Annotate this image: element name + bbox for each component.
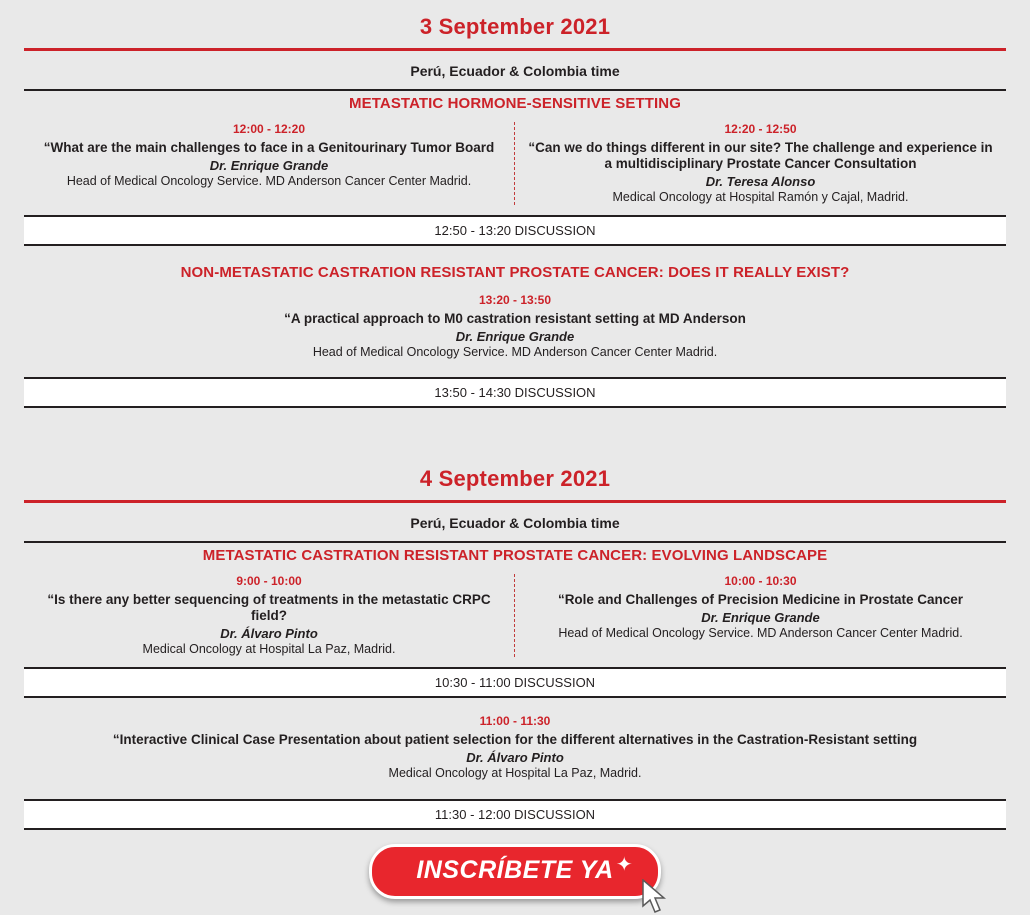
discussion-bar: 11:30 - 12:00 DISCUSSION [24,801,1006,828]
session-affiliation: Head of Medical Oncology Service. MD Anderson Cancer Center Madrid. [312,344,718,359]
session-title: “Role and Challenges of Precision Medicine in Prostate Cancer [557,592,964,608]
discussion-bar: 13:50 - 14:30 DISCUSSION [24,379,1006,406]
session-speaker: Dr. Enrique Grande [455,328,575,344]
sparkle-icon: ✦ [615,853,633,876]
session-affiliation: Head of Medical Oncology Service. MD Anderson Cancer Center Madrid. [558,626,963,641]
session-title: “Is there any better sequencing of treatments in the metastatic CRPC field? [47,592,491,624]
session-speaker: Dr. Álvaro Pinto [220,626,318,642]
cta-container [0,830,1030,899]
register-button[interactable]: INSCRÍBETE YA [369,844,660,899]
section-heading: NON-METASTATIC CASTRATION RESISTANT PROSTATE CANCER: DOES IT REALLY EXIST? [180,263,850,281]
session-row [24,122,1006,205]
timezone-label: Perú, Ecuador & Colombia time [410,515,620,532]
session-time: 12:20 - 12:50 [724,122,797,136]
session-speaker: Dr. Enrique Grande [209,157,329,173]
session-time: 11:00 - 11:30 [479,713,551,728]
day-title: 4 September 2021 [419,466,611,492]
session-affiliation: Medical Oncology at Hospital Ramón y Cajal, Madrid. [612,189,909,204]
session-item [24,122,515,205]
session-item [515,574,1006,657]
session-item [24,291,1006,360]
discussion-bar: 10:30 - 11:00 DISCUSSION [24,669,1006,696]
day-block-1 [0,0,1030,408]
session-title: “A practical approach to M0 castration resistant setting at MD Anderson [284,310,746,326]
session-affiliation: Medical Oncology at Hospital La Paz, Madrid. [388,765,642,780]
session-title: “Interactive Clinical Case Presentation about patient selection for the different alternatives in the Castration-Resistant setting [112,731,918,747]
discussion-bar: 12:50 - 13:20 DISCUSSION [24,217,1006,244]
session-item [515,122,1006,205]
session-item [24,574,515,657]
session-speaker: Dr. Enrique Grande [701,610,820,626]
timezone-label: Perú, Ecuador & Colombia time [410,63,620,79]
session-speaker: Dr. Álvaro Pinto [466,749,564,765]
session-time: 10:00 - 10:30 [724,574,797,589]
cta-group [369,844,660,899]
session-item [24,698,1006,781]
session-row [24,574,1006,657]
session-time: 13:20 - 13:50 [478,292,552,307]
session-speaker: Dr. Teresa Alonso [705,173,816,189]
session-time: 12:00 - 12:20 [232,122,306,136]
day-title: 3 September 2021 [419,14,611,39]
session-title: “What are the main challenges to face in a Genitourinary Tumor Board [43,140,495,155]
section-heading: METASTATIC CASTRATION RESISTANT PROSTATE CANCER: EVOLVING LANDSCAPE [202,547,828,565]
session-time: 9:00 - 10:00 [236,574,302,589]
session-affiliation: Head of Medical Oncology Service. MD Anderson Cancer Center Madrid. [66,173,472,188]
section-heading: METASTATIC HORMONE-SENSITIVE SETTING [349,95,681,112]
session-affiliation: Medical Oncology at Hospital La Paz, Madrid. [142,642,396,657]
session-title: “Can we do things different in our site? The challenge and experience in a multidisciplinary Prostate Cancer Consultation [528,140,993,171]
day-block-2 [0,452,1030,829]
